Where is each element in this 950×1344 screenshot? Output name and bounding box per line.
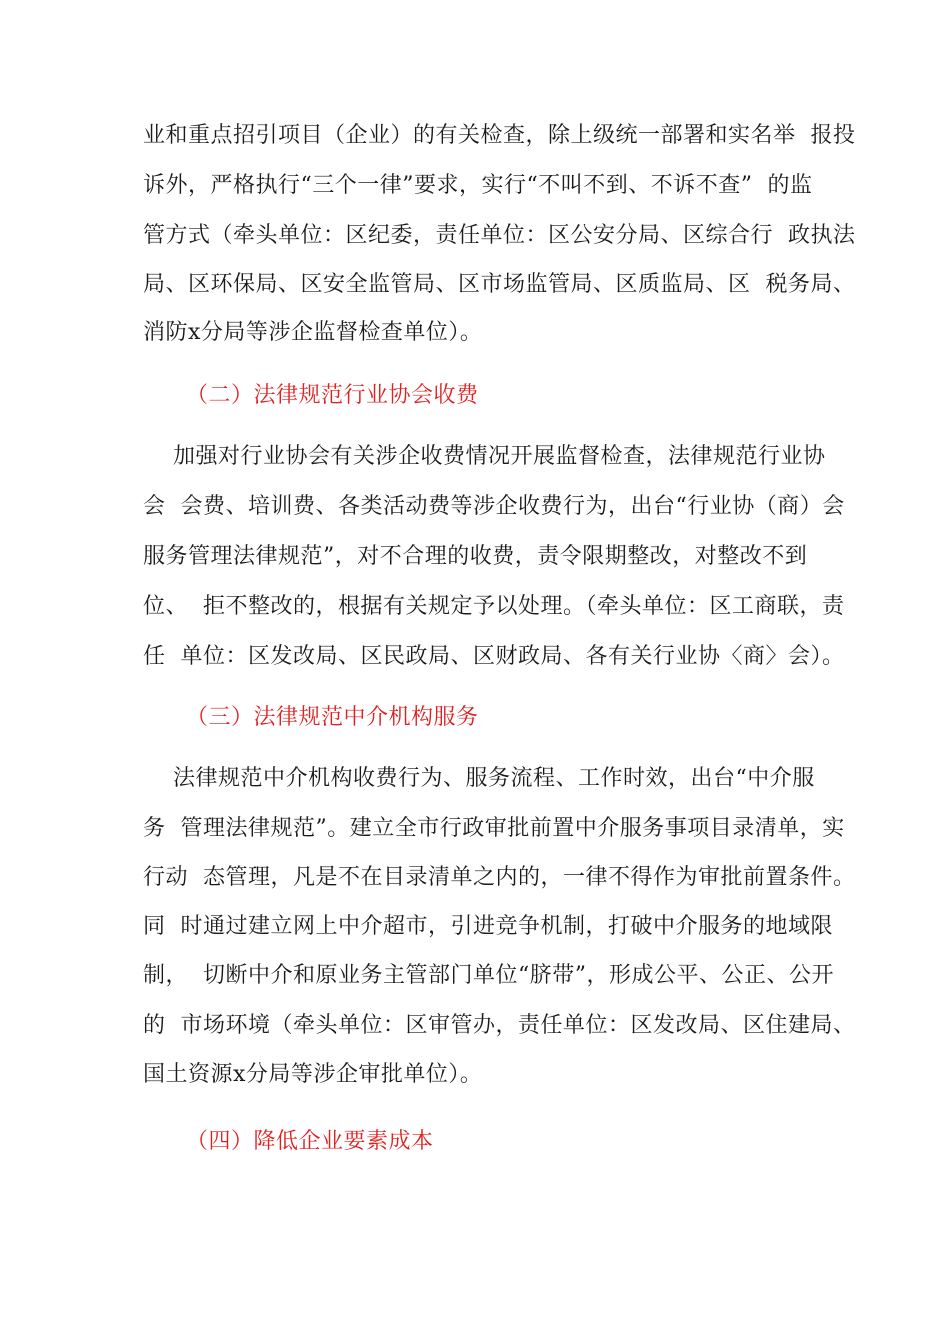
paragraph-1-line-5: 消防x分局等涉企监督检查单位）。 (143, 320, 483, 345)
paragraph-2-line-1: 加强对行业协会有关涉企收费情况开展监督检查，法律规范行业协 (143, 444, 826, 469)
section-heading-4: （四）降低企业要素成本 (186, 1129, 434, 1154)
paragraph-1-line-1: 业和重点招引项目（企业）的有关检查，除上级统一部署和实名举 报投 (143, 123, 856, 148)
section-heading-2: （二）法律规范行业协会收费 (186, 383, 479, 408)
paragraph-2-line-5: 任 单位：区发改局、区民政局、区财政局、各有关行业协〈商〉会）。 (143, 644, 845, 669)
paragraph-2-line-4: 位、 拒不整改的，根据有关规定予以处理。（牵头单位：区工商联，责 (143, 594, 845, 619)
paragraph-1-line-4: 局、区环保局、区安全监管局、区市场监管局、区质监局、区 税务局、 (143, 272, 856, 297)
paragraph-1-line-3: 管方式（牵头单位：区纪委，责任单位：区公安分局、区综合行 政执法 (143, 223, 856, 248)
paragraph-3-line-4: 同 时通过建立网上中介超市，引进竞争机制，打破中介服务的地域限 (143, 914, 833, 939)
paragraph-2-line-3: 服务管理法律规范”，对不合理的收费，责令限期整改，对整改不到 (143, 544, 808, 569)
section-heading-3: （三）法律规范中介机构服务 (186, 705, 479, 730)
paragraph-3-line-5: 制， 切断中介和原业务主管部门单位“脐带”，形成公平、公正、公开 (143, 963, 834, 988)
paragraph-3-line-2: 务 管理法律规范”。建立全市行政审批前置中介服务事项目录清单，实 (143, 816, 845, 841)
paragraph-3-line-6: 的 市场环境（牵头单位：区审管办，责任单位：区发改局、区住建局、 (143, 1013, 856, 1038)
paragraph-3-line-3: 行动 态管理，凡是不在目录清单之内的，一律不得作为审批前置条件。 (143, 865, 856, 890)
paragraph-1-line-2: 诉外，严格执行“三个一律”要求，实行“不叫不到、不诉不查” 的监 (143, 173, 813, 198)
paragraph-3-line-1: 法律规范中介机构收费行为、服务流程、工作时效，出台“中介服 (143, 766, 815, 791)
paragraph-2-line-2: 会 会费、培训费、各类活动费等涉企收费行为，出台“行业协（商）会 (143, 494, 845, 519)
paragraph-3-line-7: 国土资源x分局等涉企审批单位）。 (143, 1062, 483, 1087)
